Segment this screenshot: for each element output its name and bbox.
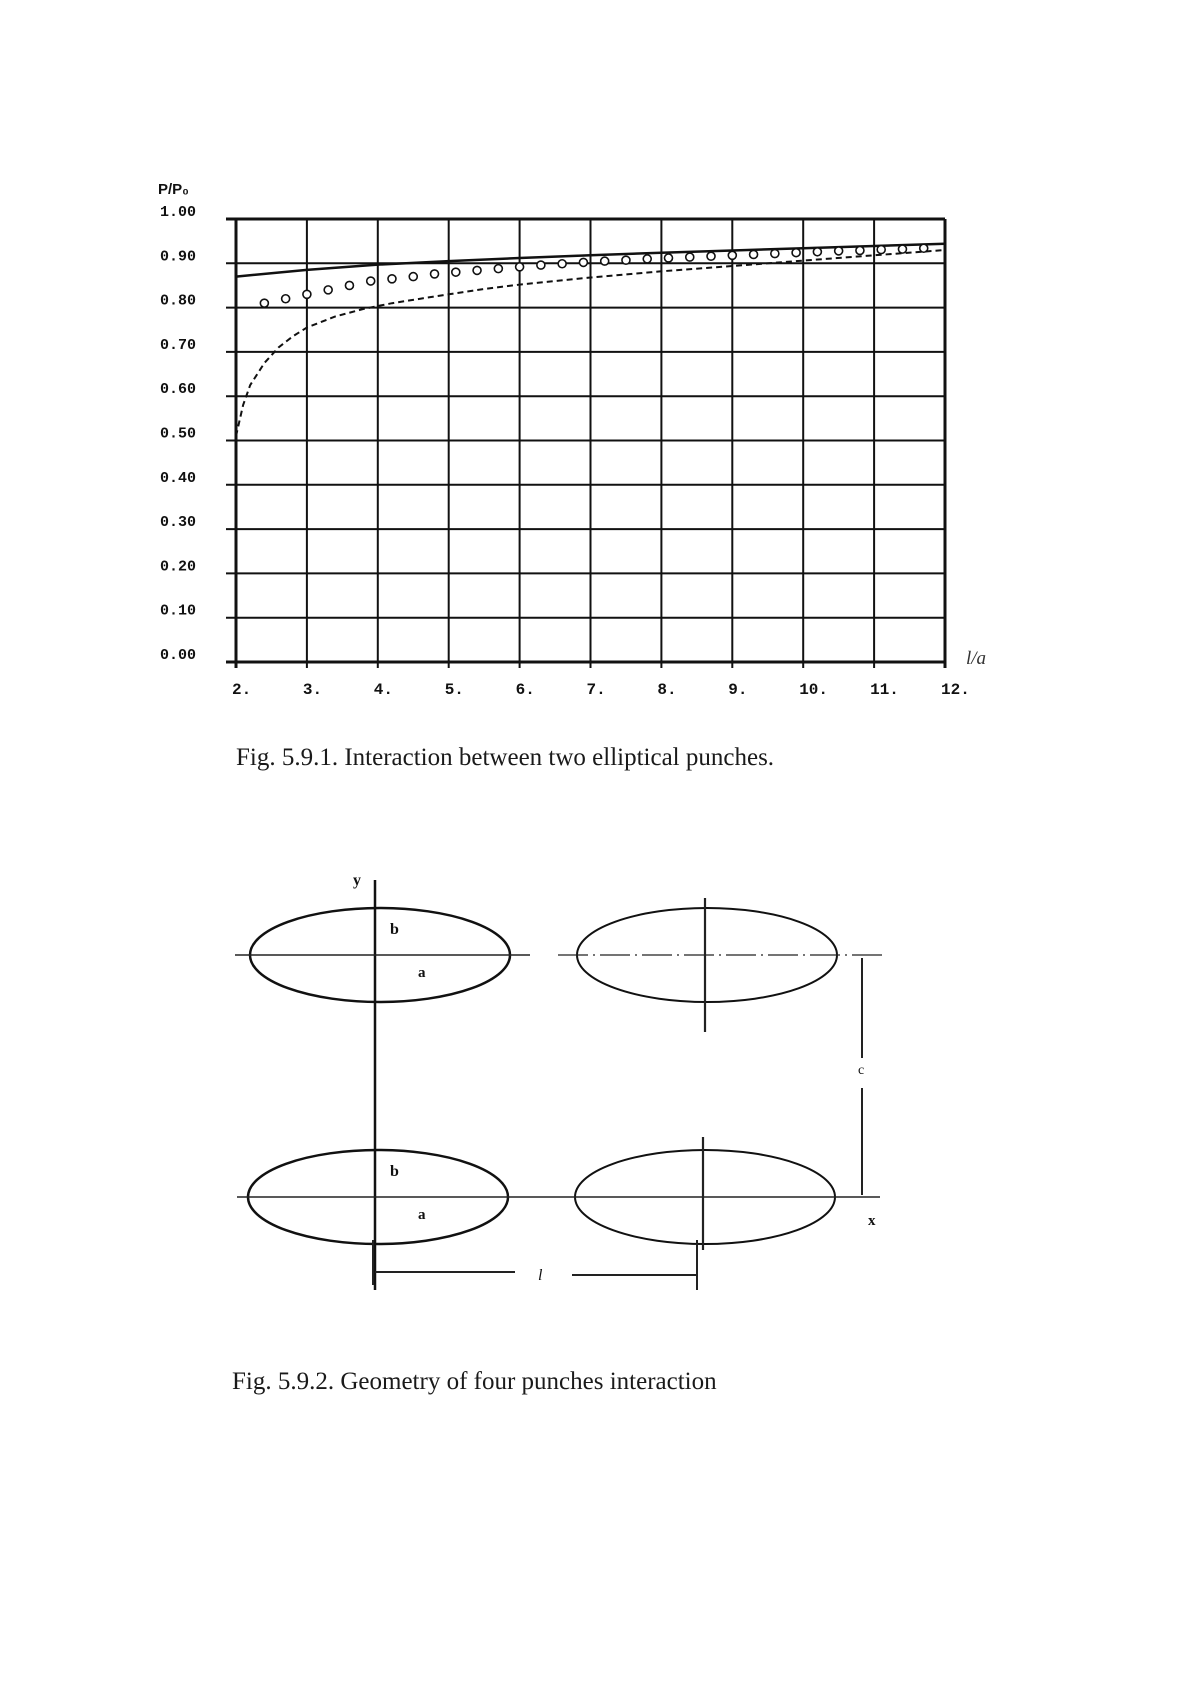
y-tick-label: 0.50 — [160, 425, 197, 443]
y-tick-label: 0.20 — [160, 558, 197, 576]
y-tick-label: 0.30 — [160, 514, 197, 532]
x-tick-label: 2. — [232, 681, 252, 699]
x-tick-label: 9. — [728, 681, 748, 699]
x-tick-label: 6. — [515, 681, 535, 699]
y-axis-letter: y — [353, 872, 361, 889]
y-tick-label: 0.60 — [160, 381, 197, 399]
dimension-l — [373, 1240, 697, 1290]
y-tick-label: 0.10 — [160, 602, 197, 620]
x-tick-label: 7. — [586, 681, 606, 699]
label-b-bottom: b — [390, 1163, 399, 1180]
y-tick-label: 0.70 — [160, 336, 197, 354]
x-tick-label: 5. — [444, 681, 464, 699]
y-axis-label: P/P₀ — [158, 181, 189, 198]
x-tick-label: 8. — [657, 681, 677, 699]
label-a-top: a — [418, 965, 426, 981]
figure-2-caption: Fig. 5.9.2. Geometry of four punches interaction — [232, 1368, 717, 1395]
y-tick-label: 0.40 — [160, 469, 197, 487]
x-tick-label: 4. — [373, 681, 394, 699]
y-tick-label: 0.00 — [160, 647, 197, 664]
x-tick-label: 10. — [799, 681, 829, 699]
x-axis-letter: x — [868, 1213, 876, 1229]
figure-1-caption: Fig. 5.9.1. Interaction between two elliptical punches. — [236, 744, 775, 771]
x-tick-label: 12. — [941, 681, 970, 699]
label-a-bottom: a — [418, 1207, 426, 1223]
x-axis-label: l/a — [966, 648, 987, 669]
y-tick-label: 0.80 — [160, 292, 197, 310]
y-tick-label: 1.00 — [160, 204, 197, 221]
label-b-top: b — [390, 921, 399, 938]
dimension-l-label: l — [538, 1267, 543, 1284]
axis-lines — [235, 898, 885, 1250]
dimension-c-label: c — [858, 1063, 865, 1078]
y-tick-label: 0.90 — [160, 248, 197, 266]
x-tick-label: 3. — [302, 681, 323, 699]
x-tick-label: 11. — [870, 681, 899, 699]
